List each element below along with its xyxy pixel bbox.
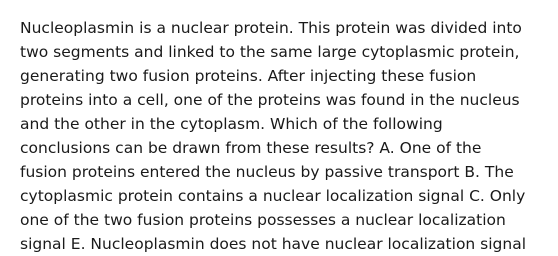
question-line: one of the two fusion proteins possesses a nuclear localization (20, 211, 506, 229)
question-line: and the other in the cytoplasm. Which of the following (20, 115, 443, 133)
question-line: proteins into a cell, one of the proteins was found in the nucleus (20, 91, 520, 109)
question-line: conclusions can be drawn from these results? A. One of the (20, 139, 482, 157)
question-line: two segments and linked to the same large cytoplasmic protein, (20, 43, 520, 61)
question-line: signal E. Nucleoplasmin does not have nuclear localization signal (20, 235, 527, 253)
question-line: Nucleoplasmin is a nuclear protein. This protein was divided into (20, 19, 522, 37)
question-line: fusion proteins entered the nucleus by passive transport B. The (20, 163, 514, 181)
question-text (20, 16, 544, 256)
question-line: generating two fusion proteins. After injecting these fusion (20, 67, 477, 85)
question-line: cytoplasmic protein contains a nuclear localization signal C. Only (20, 187, 526, 205)
